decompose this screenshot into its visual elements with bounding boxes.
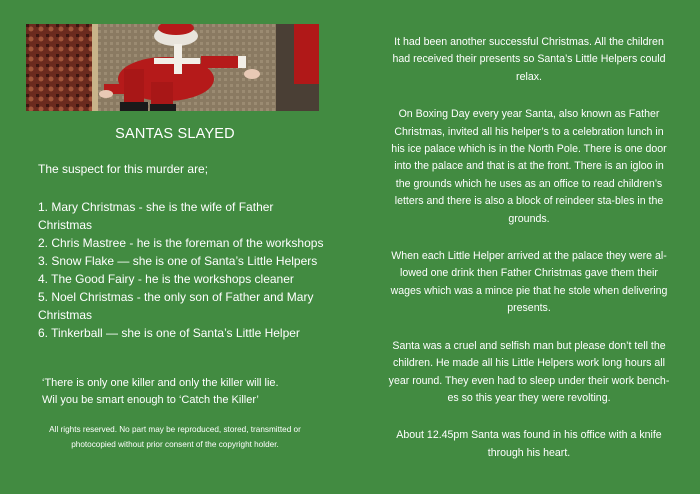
list-item: 4. The Good Fairy - he is the workshops cleaner: [38, 272, 294, 286]
page-title: SANTAS SLAYED: [115, 126, 235, 142]
list-item: 6. Tinkerball — she is one of Santa’s Little Helper: [38, 326, 300, 340]
suspect-list: [38, 198, 328, 342]
list-item: 5. Noel Christmas - the only son of Father and Mary Christmas: [38, 290, 314, 322]
list-item: 3. Snow Flake — she is one of Santa’s Little Helpers: [38, 254, 318, 268]
quote-line: Wil you be smart enough to ‘Catch the Killer’: [42, 393, 259, 406]
suspects-intro: The suspect for this murder are;: [38, 162, 209, 176]
quote: [42, 375, 322, 408]
story-paragraph: It had been another successful Christmas. All the children had received their presents so Santa’s Little Helpers could relax.: [392, 36, 666, 83]
copyright-notice: All rights reserved. No part may be reproduced, stored, transmitted or photocopied without prior consent of the copyright holder.: [49, 425, 301, 449]
santa-crime-scene-photo: [26, 24, 319, 111]
story-paragraph: On Boxing Day every year Santa, also known as Father Christmas, invited all his helper’s to a celebration lunch in his ice palace which is in the North Pole. There is one door into the palace and that is at the front. There is an igloo in the grounds which he uses as an office to read children’s letters and there is also a block of reindeer sta-bles in the grounds.: [391, 108, 667, 225]
list-item: 2. Chris Mastree - he is the foreman of the workshops: [38, 236, 324, 250]
story-paragraph: About 12.45pm Santa was found in his office with a knife through his heart.: [396, 429, 662, 459]
quote-line: ‘There is only one killer and only the killer will lie.: [42, 377, 279, 389]
story-paragraph: When each Little Helper arrived at the palace they were al-lowed one drink then Father Christmas gave them their wages which was a mince pie that he stole when delivering presents.: [390, 250, 668, 315]
list-item: 1. Mary Christmas - she is the wife of Father Christmas: [38, 200, 274, 232]
story-paragraph: Santa was a cruel and selfish man but please don’t tell the children. He made all his Little Helpers work long hours all year round. They even had to sleep under their work bench-es so this year they were revolting.: [388, 339, 670, 404]
story-column: [388, 34, 670, 482]
